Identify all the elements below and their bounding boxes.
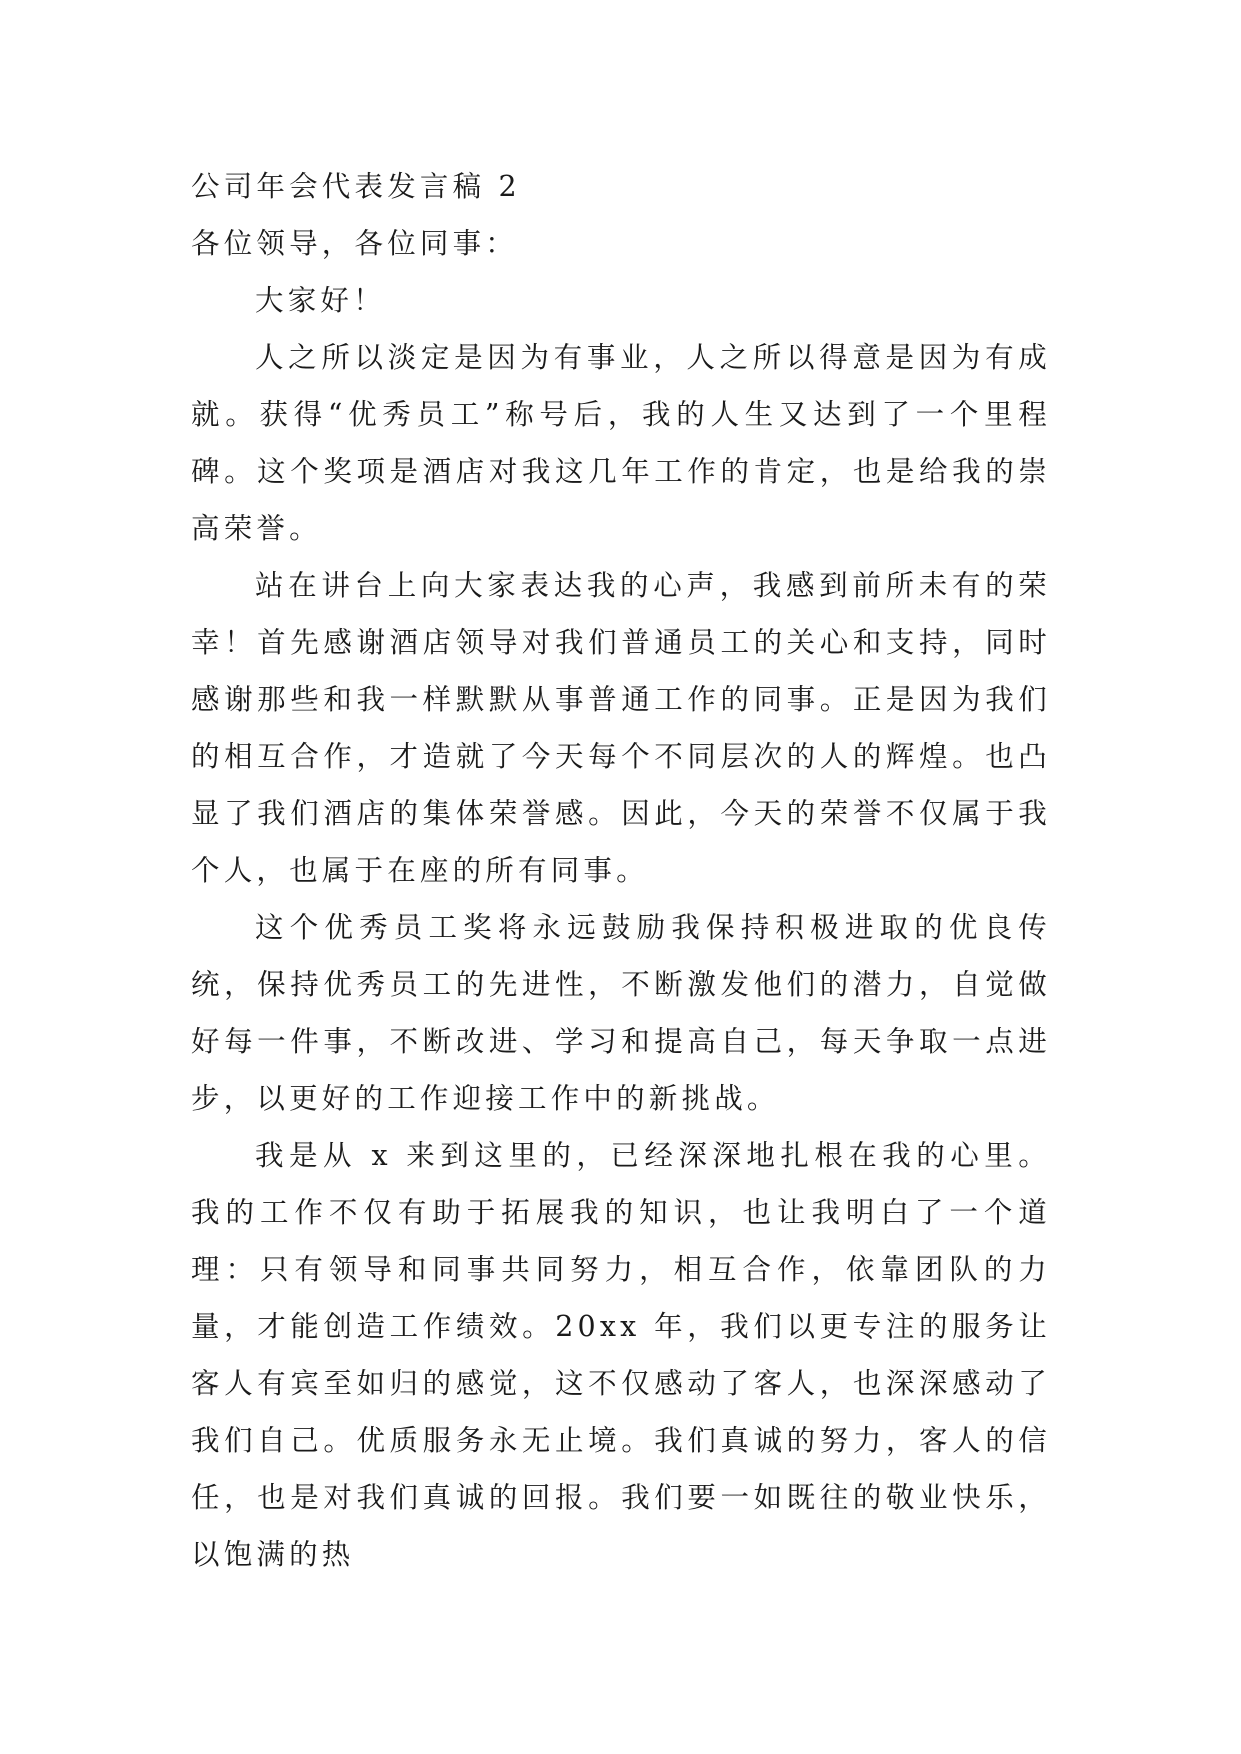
salutation: 各位领导，各位同事： [191,227,519,260]
document-body [191,158,1051,1583]
paragraph-4: 我是从 x 来到这里的，已经深深地扎根在我的心里。我的工作不仅有助于拓展我的知识，也让我明白了一个道理：只有领导和同事共同努力，相互合作，依靠团队的力量，才能创造工作绩效。20xx 年，我们以更专注的服务让客人有宾至如归的感觉，这不仅感动了客人，也深深感动了我们自己。优质服务永无止境。我们真诚的努力，客人的信任，也是对我们真诚的回报。我们要一如既往的敬业快乐，以饱满的热 [191,1139,1051,1571]
paragraph-2: 站在讲台上向大家表达我的心声，我感到前所未有的荣幸！首先感谢酒店领导对我们普通员工的关心和支持，同时感谢那些和我一样默默从事普通工作的同事。正是因为我们的相互合作，才造就了今天每个不同层次的人的辉煌。也凸显了我们酒店的集体荣誉感。因此，今天的荣誉不仅属于我个人，也属于在座的所有同事。 [191,569,1051,887]
paragraph-3: 这个优秀员工奖将永远鼓励我保持积极进取的优良传统，保持优秀员工的先进性，不断激发他们的潜力，自觉做好每一件事，不断改进、学习和提高自己，每天争取一点进步，以更好的工作迎接工作中的新挑战。 [191,911,1051,1115]
paragraph-1: 人之所以淡定是因为有事业，人之所以得意是因为有成就。获得“优秀员工”称号后，我的人生又达到了一个里程碑。这个奖项是酒店对我这几年工作的肯定，也是给我的崇高荣誉。 [191,341,1051,545]
greeting: 大家好！ [255,284,386,317]
document-title: 公司年会代表发言稿 2 [191,170,521,203]
